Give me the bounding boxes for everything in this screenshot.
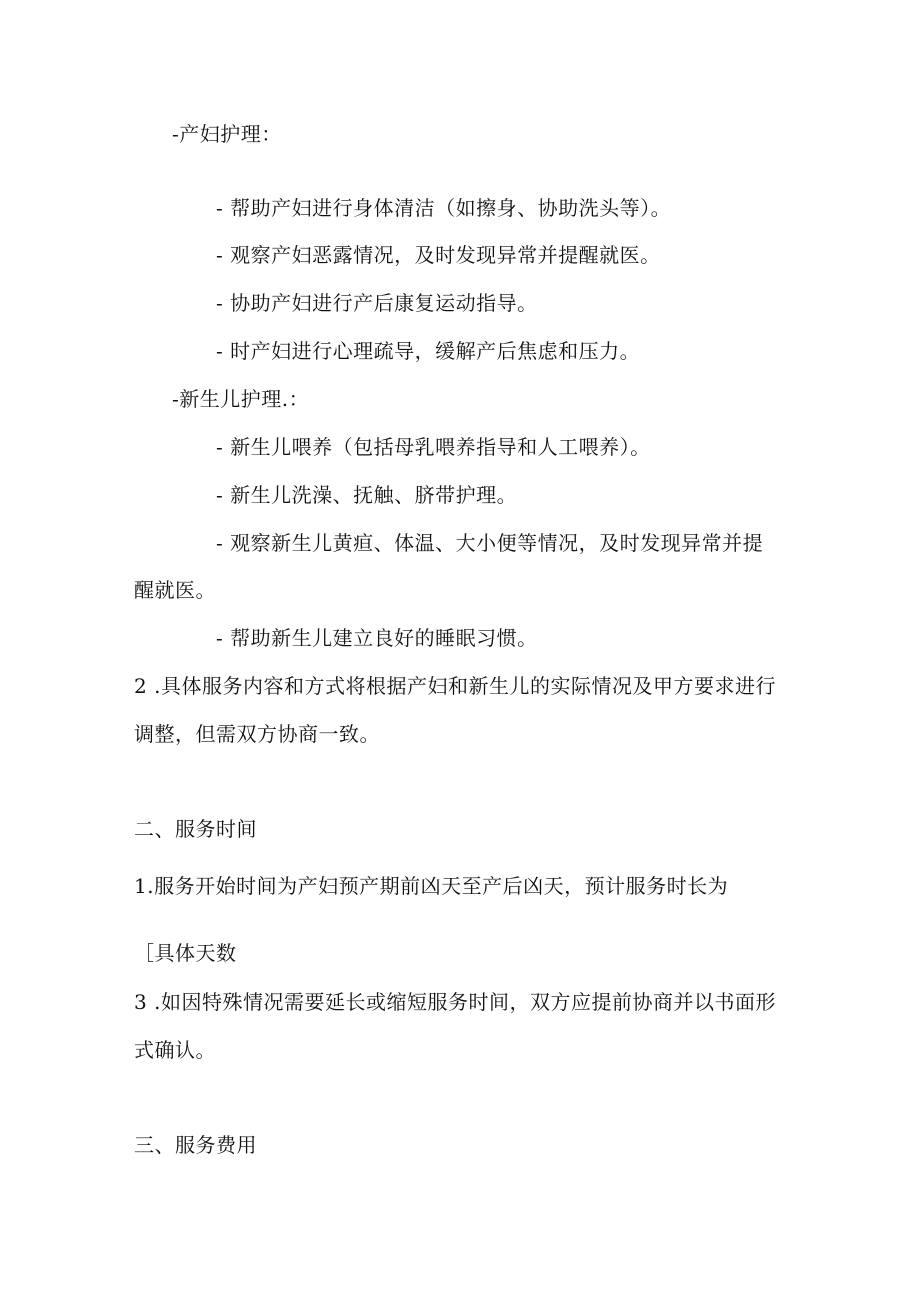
list-item: - 协助产妇进行产后康复运动指导。 (216, 291, 538, 315)
paragraph-continuation: ［具体天数 (134, 941, 237, 965)
list-item: - 新生儿喂养（包括母乳喂养指导和人工喂养）。 (216, 435, 651, 459)
list-item: - 时产妇进行心理疏导，缓解产后焦虑和压力。 (216, 339, 641, 363)
paragraph-continuation: 调整，但需双方协商一致。 (134, 722, 380, 746)
paragraph: 2 .具体服务内容和方式将根据产妇和新生儿的实际情况及甲方要求进行 (134, 674, 776, 698)
list-item-continuation: 醒就医。 (134, 578, 216, 602)
list-item: - 观察新生儿黄疸、体温、大小便等情况，及时发现异常并提 (216, 531, 764, 555)
paragraph: 1.服务开始时间为产妇预产期前凶天至产后凶天，预计服务时长为 (134, 874, 729, 898)
list-item: - 新生儿洗澡、抚触、脐带护理。 (216, 483, 518, 507)
section-title-service-fee: 三、服务费用 (134, 1133, 257, 1157)
list-item: - 帮助新生儿建立良好的睡眠习惯。 (216, 626, 538, 650)
section-heading-maternal-care: -产妇护理： (172, 122, 282, 146)
paragraph: 3 .如因特殊情况需要延长或缩短服务时间，双方应提前协商并以书面形 (134, 990, 776, 1014)
list-item: - 观察产妇恶露情况，及时发现异常并提醒就医。 (216, 243, 661, 267)
section-title-service-time: 二、服务时间 (134, 817, 257, 841)
paragraph-continuation: 式确认。 (134, 1038, 216, 1062)
section-heading-newborn-care: -新生儿护理.： (172, 387, 310, 411)
list-item: - 帮助产妇进行身体清洁（如擦身、协助洗头等）。 (216, 196, 672, 220)
